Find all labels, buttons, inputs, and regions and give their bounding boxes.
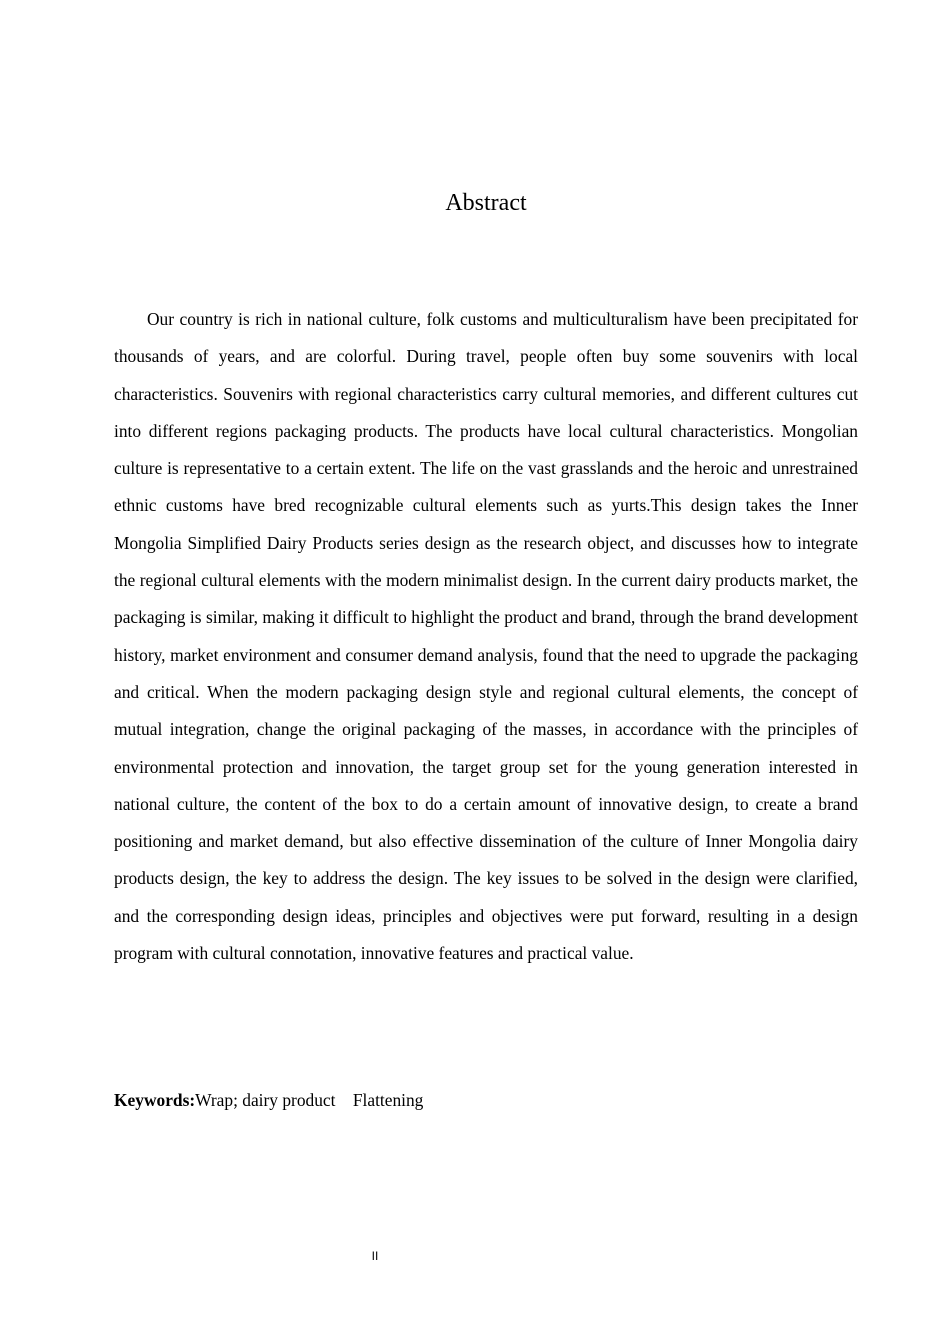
abstract-title: Abstract: [445, 190, 527, 216]
abstract-body: Our country is rich in national culture, folk customs and multiculturalism have been precipitated for thousands of years, and are colorful. During travel, people often buy some souvenirs with local characteristics. Souvenirs with regional characteristics carry cultural memories, and different cultures cut into different regions packaging products. The products have local cultural characteristics. Mongolian culture is representative to a certain extent. The life on the vast grasslands and the heroic and unrestrained ethnic customs have bred recognizable cultural elements such as yurts.This design takes the Inner Mongolia Simplified Dairy Products series design as the research object, and discusses how to integrate the regional cultural elements with the modern minimalist design. In the current dairy products market, the packaging is similar, making it difficult to highlight the product and brand, through the brand development history, market environment and consumer demand analysis, found that the need to upgrade the packaging and critical. When the modern packaging design style and regional cultural elements, the concept of mutual integration, change the original packaging of the masses, in accordance with the principles of environmental protection and innovation, the target group set for the young generation interested in national culture, the content of the box to do a certain amount of innovative design, to create a brand positioning and market demand, but also effective dissemination of the culture of Inner Mongolia dairy products design, the key to address the design. The key issues to be solved in the design were clarified, and the corresponding design ideas, principles and objectives were put forward, resulting in a design program with cultural connotation, innovative features and practical value.: [114, 309, 858, 964]
keywords-value: Wrap; dairy product Flattening: [195, 1090, 424, 1110]
page-number: II: [371, 1249, 379, 1263]
keywords-line: [114, 1086, 858, 1114]
keywords-label: Keywords:: [114, 1090, 196, 1110]
